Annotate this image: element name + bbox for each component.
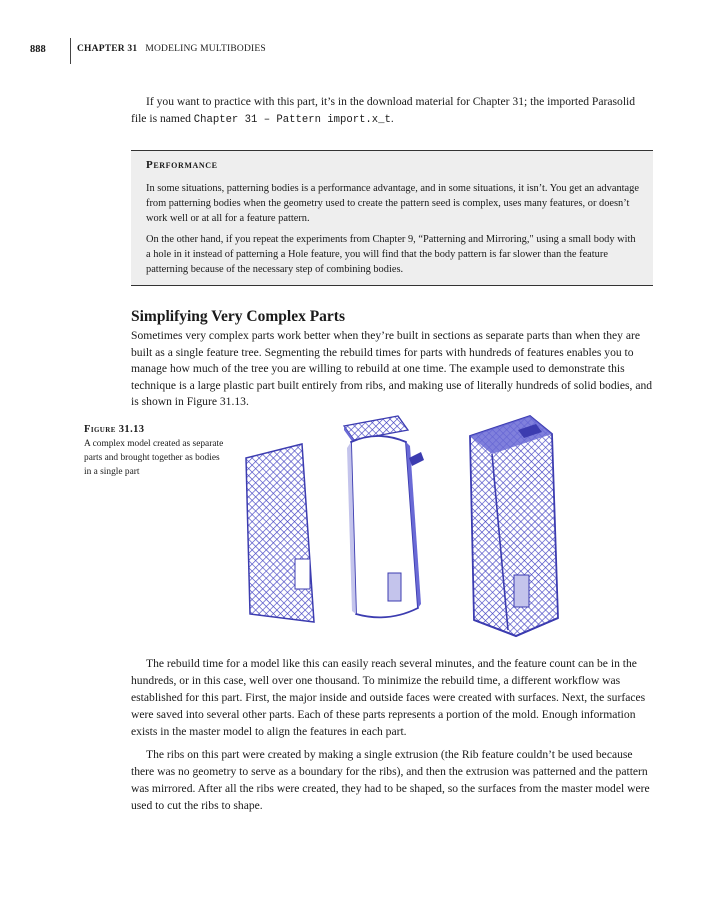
figure-caption-text: A complex model created as separate parts and brought together as bodies in a single part [84, 439, 224, 477]
figure-label: Figure 31.13 [84, 424, 145, 435]
exploded-model-figure [238, 408, 588, 643]
intro-end: . [390, 112, 394, 125]
note-paragraph-1: In some situations, patterning bodies is a performance advantage, and in some situations, it isn’t. You get an advantage from patterning bodies when the geometry used to create the pattern seed is complex, uses many features, or doesn’t work well or at all for a feature pattern. [146, 183, 639, 225]
section-title: Simplifying Very Complex Parts [131, 308, 345, 325]
intro-paragraph [131, 93, 651, 129]
chapter-title: MODELING MULTIBODIES [145, 44, 266, 54]
performance-note-box [131, 150, 653, 286]
left-mesh-panel [246, 444, 314, 622]
running-header [30, 38, 266, 64]
intro-text: If you want to practice with this part, it’s in the download material for Chapter 31; the imported Parasolid file is named [131, 95, 636, 125]
note-paragraph-2: On the other hand, if you repeat the experiments from Chapter 9, “Patterning and Mirroring," using a small body with a hole in it instead of patterning a Hole feature, you will find that the body pattern is far slower than the feature patterning because of the necessary step of combining bodies. [146, 233, 636, 276]
figure-caption [84, 423, 224, 479]
chapter-label: CHAPTER 31 [77, 44, 138, 54]
page-number: 888 [30, 44, 46, 55]
note-title: Performance [146, 159, 218, 171]
section-paragraph: Sometimes very complex parts work better when they’re built in sections as separate parts than when they are built as a single feature tree. Segmenting the rebuild times for parts with hundreds of features enables you to manage how much of the tree you are willing to rebuild at one time. The example used to demonstrate this technique is a large plastic part built entirely from ribs, and making use of literally hundreds of solid bodies, and is shown in Figure 31.13. [131, 329, 653, 409]
body-paragraph-2: The rebuild time for a model like this can easily reach several minutes, and the feature count can be in the hundreds, or in this case, well over one thousand. To minimize the rebuild time, a different workflow was established for this part. First, the major inside and outside faces were created with surfaces. Next, the surfaces were saved into several other parts. Each of these parts represents a portion of the mold. Enough information exists in the master model to align the features in each part. [131, 657, 646, 738]
body-paragraph-3: The ribs on this part were created by making a single extrusion (the Rib feature couldn’t be used because there was no geometry to serve as a boundary for the ribs), and then the extrusion was patterned and the pattern was mirrored. After all the ribs were created, they had to be shaped, so the surfaces from the master model were used to cut the ribs to shape. [131, 748, 650, 812]
middle-shell-piece [347, 436, 424, 617]
right-hood-piece [470, 416, 558, 636]
chapter-heading [77, 44, 266, 54]
intro-filename: Chapter 31 – Pattern import.x_t [193, 114, 391, 126]
header-divider [70, 38, 71, 64]
